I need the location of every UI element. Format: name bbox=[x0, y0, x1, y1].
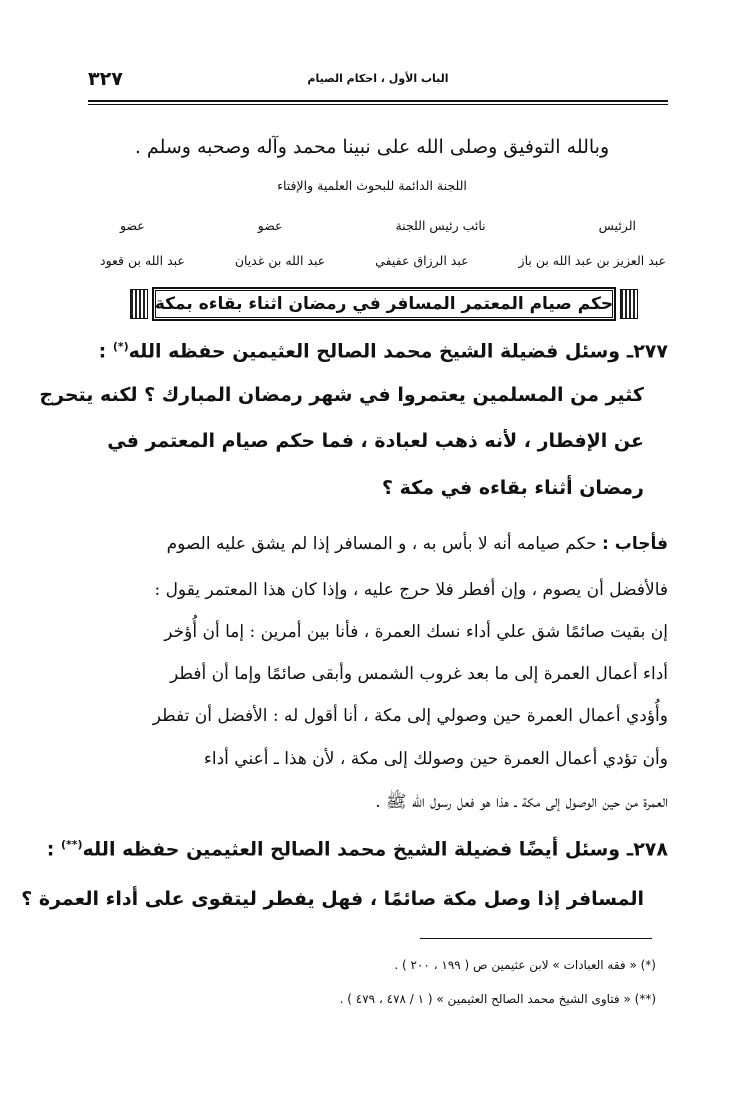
answer-line-7: العمرة من حين الوصول إلى مكة ـ هذا هو فعل رسول الله ﷺ . bbox=[375, 792, 668, 812]
signatory-names bbox=[100, 253, 666, 268]
role-member-2: عضو bbox=[120, 218, 145, 233]
question-277-heading bbox=[100, 340, 668, 362]
name-president: عبد العزيز بن عبد الله بن باز bbox=[518, 253, 666, 268]
footnote-rule bbox=[420, 938, 652, 939]
section-banner bbox=[130, 287, 638, 321]
signatory-roles bbox=[100, 218, 666, 233]
answer-line-4: أداء أعمال العمرة إلى ما بعد غروب الشمس وأبقى صائمًا وإما أن أفطر bbox=[170, 664, 668, 684]
question-277-line-1: كثير من المسلمين يعتمروا في شهر رمضان المبارك ؟ لكنه يتحرج bbox=[39, 384, 644, 406]
header-rule-thin bbox=[88, 104, 668, 105]
answer-label: فأجاب : bbox=[602, 534, 668, 554]
running-head: الباب الأول ، احكام الصيام bbox=[307, 72, 449, 85]
footnote-ref-1: (*) bbox=[112, 340, 129, 353]
banner-ornament-right bbox=[620, 289, 638, 319]
footnote-1: (*) « فقه العبادات » لابن عثيمين ص ( ١٩٩ ، ٢٠٠ ) . bbox=[394, 958, 656, 972]
role-president: الرئيس bbox=[598, 218, 636, 233]
answer-line-3: إن بقيت صائمًا شق علي أداء نسك العمرة ، فأنا بين أمرين : إما أن أُؤخر bbox=[164, 622, 668, 642]
question-277-heading-text: ٢٧٧ـ وسئل فضيلة الشيخ محمد الصالح العثيمين حفظه الله bbox=[128, 340, 668, 363]
answer-line-1 bbox=[88, 534, 668, 554]
question-278-line-1: المسافر إذا وصل مكة صائمًا ، فهل يفطر ليتقوى على أداء العمرة ؟ bbox=[21, 888, 644, 910]
answer-line-5: وأُؤدي أعمال العمرة حين وصولي إلى مكة ، أنا أقول له : الأفضل أن تفطر bbox=[152, 706, 668, 726]
closing-line: وبالله التوفيق وصلى الله على نبينا محمد وآله وصحبه وسلم . bbox=[134, 136, 610, 158]
footnote-ref-2: (**) bbox=[60, 838, 83, 851]
question-278-colon: : bbox=[46, 838, 55, 861]
section-title: حكم صيام المعتمر المسافر في رمضان اثناء بقاءه بمكة bbox=[154, 294, 614, 314]
banner-ornament-left bbox=[130, 289, 148, 319]
name-vice-president: عبد الرزاق عفيفي bbox=[375, 253, 469, 268]
role-member-1: عضو bbox=[257, 218, 283, 233]
page-header bbox=[88, 68, 668, 102]
answer-line-2: فالأفضل أن يصوم ، وإن أفطر فلا حرج عليه ، وإذا كان هذا المعتمر يقول : bbox=[154, 580, 668, 600]
question-277-colon: : bbox=[98, 340, 107, 363]
answer-line-6: وأن تؤدي أعمال العمرة حين وصولك إلى مكة ، لأن هذا ـ أعني أداء bbox=[203, 749, 668, 769]
footnote-2: (**) « فتاوى الشيخ محمد الصالح العثيمين » ( ١ / ٤٧٨ ، ٤٧٩ ) . bbox=[339, 992, 656, 1006]
header-rule bbox=[88, 100, 668, 102]
role-vice-president: نائب رئيس اللجنة bbox=[395, 218, 486, 233]
answer-line-1-text: حكم صيامه أنه لا بأس به ، و المسافر إذا لم يشق عليه الصوم bbox=[166, 534, 597, 554]
question-277-line-2: عن الإفطار ، لأنه ذهب لعبادة ، فما حكم صيام المعتمر في bbox=[107, 430, 644, 452]
question-278-heading bbox=[46, 838, 668, 861]
page-number: ٣٢٧ bbox=[88, 68, 123, 90]
name-member-1: عبد الله بن غديان bbox=[234, 253, 326, 268]
question-278-heading-text: ٢٧٨ـ وسئل أيضًا فضيلة الشيخ محمد الصالح العثيمين حفظه الله bbox=[82, 838, 668, 861]
question-277-line-3: رمضان أثناء بقاءه في مكة ؟ bbox=[382, 477, 644, 499]
committee-name: اللجنة الدائمة للبحوث العلمية والإفتاء bbox=[277, 178, 467, 193]
name-member-2: عبد الله بن قعود bbox=[100, 253, 185, 268]
